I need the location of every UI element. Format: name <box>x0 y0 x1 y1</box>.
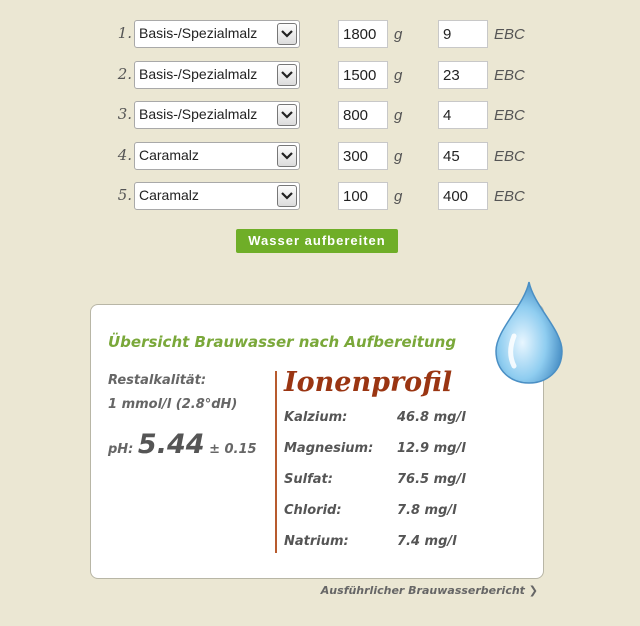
ion-value: 76.5 mg/l <box>397 472 466 487</box>
malt-row <box>0 182 640 212</box>
ion-name: Sulfat: <box>284 472 333 487</box>
malt-index: 2. <box>117 65 132 83</box>
chevron-down-icon[interactable] <box>277 104 297 126</box>
malt-index: 3. <box>117 105 132 123</box>
residual-alkalinity-value: 1 mmol/l (2.8°dH) <box>108 397 238 412</box>
column-divider <box>275 371 277 553</box>
malt-index: 4. <box>117 146 132 164</box>
ph-value: 5.44 <box>137 429 205 460</box>
malt-row <box>0 142 640 172</box>
malt-type-value: Caramalz <box>139 187 199 203</box>
color-unit: EBC <box>494 148 525 165</box>
malt-color-input[interactable]: 23 <box>438 61 488 89</box>
malt-type-select[interactable] <box>134 182 300 210</box>
ion-name: Magnesium: <box>284 441 374 456</box>
ion-row <box>284 472 524 492</box>
color-unit: EBC <box>494 188 525 205</box>
ion-name: Chlorid: <box>284 503 342 518</box>
chevron-down-icon[interactable] <box>277 185 297 207</box>
malt-amount-input[interactable]: 300 <box>338 142 388 170</box>
summary-title: Übersicht Brauwasser nach Aufbereitung <box>108 333 457 351</box>
amount-unit: g <box>394 148 403 165</box>
ion-value: 7.4 mg/l <box>397 534 457 549</box>
malt-type-select[interactable] <box>134 142 300 170</box>
malt-row <box>0 61 640 91</box>
chevron-down-icon[interactable] <box>277 23 297 45</box>
treat-water-button[interactable]: Wasser aufbereiten <box>236 229 398 253</box>
malt-type-select[interactable] <box>134 20 300 48</box>
chevron-down-icon[interactable] <box>277 145 297 167</box>
color-unit: EBC <box>494 67 525 84</box>
malt-type-value: Basis-/Spezialmalz <box>139 106 258 122</box>
report-link-label: Ausführlicher Brauwasserbericht <box>320 584 525 597</box>
malt-row <box>0 20 640 50</box>
ion-value: 12.9 mg/l <box>397 441 466 456</box>
chevron-right-icon: ❯ <box>528 584 538 597</box>
color-unit: EBC <box>494 26 525 43</box>
water-summary-panel <box>90 304 544 579</box>
ion-row <box>284 441 524 461</box>
ph-label: pH: <box>108 442 134 457</box>
ion-value: 46.8 mg/l <box>397 410 466 425</box>
ion-name: Natrium: <box>284 534 349 549</box>
ion-row <box>284 503 524 523</box>
malt-type-select[interactable] <box>134 61 300 89</box>
malt-type-value: Basis-/Spezialmalz <box>139 66 258 82</box>
malt-index: 1. <box>117 24 132 42</box>
ion-row <box>284 410 524 430</box>
malt-type-value: Caramalz <box>139 147 199 163</box>
malt-amount-input[interactable]: 800 <box>338 101 388 129</box>
residual-alkalinity-label: Restalkalität: <box>108 373 207 388</box>
ion-name: Kalzium: <box>284 410 348 425</box>
ion-row <box>284 534 524 554</box>
malt-type-value: Basis-/Spezialmalz <box>139 25 258 41</box>
ph-tolerance: ± 0.15 <box>209 442 257 457</box>
malt-amount-input[interactable]: 100 <box>338 182 388 210</box>
amount-unit: g <box>394 67 403 84</box>
chevron-down-icon[interactable] <box>277 64 297 86</box>
color-unit: EBC <box>494 107 525 124</box>
malt-color-input[interactable]: 400 <box>438 182 488 210</box>
malt-index: 5. <box>117 186 132 204</box>
malt-color-input[interactable]: 9 <box>438 20 488 48</box>
malt-color-input[interactable]: 45 <box>438 142 488 170</box>
detailed-report-link[interactable] <box>321 584 538 597</box>
malt-type-select[interactable] <box>134 101 300 129</box>
ph-readout <box>108 429 257 460</box>
malt-row <box>0 101 640 131</box>
amount-unit: g <box>394 188 403 205</box>
malt-amount-input[interactable]: 1500 <box>338 61 388 89</box>
malt-color-input[interactable]: 4 <box>438 101 488 129</box>
water-drop-icon <box>490 280 568 390</box>
malt-amount-input[interactable]: 1800 <box>338 20 388 48</box>
amount-unit: g <box>394 107 403 124</box>
ion-value: 7.8 mg/l <box>397 503 457 518</box>
amount-unit: g <box>394 26 403 43</box>
ion-profile-title: Ionenprofil <box>284 367 453 398</box>
